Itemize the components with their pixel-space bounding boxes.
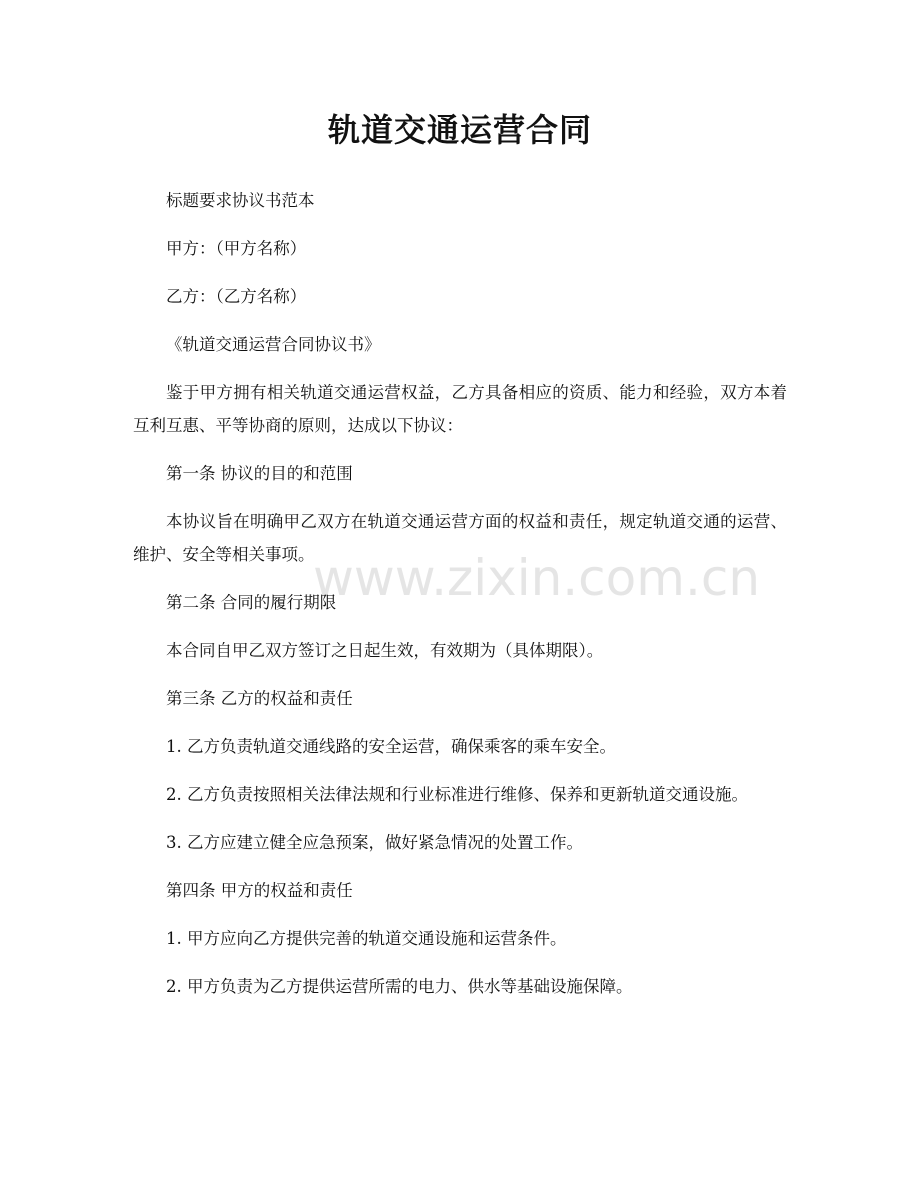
paragraph-subtitle: 标题要求协议书范本 <box>166 191 315 210</box>
article-3-heading: 第三条 乙方的权益和责任 <box>166 689 353 708</box>
document-title: 轨道交通运营合同 <box>327 111 592 149</box>
article-2-heading: 第二条 合同的履行期限 <box>166 593 337 612</box>
article-4-item-2: 2. 甲方负责为乙方提供运营所需的电力、供水等基础设施保障。 <box>166 977 633 996</box>
article-1-text: 本协议旨在明确甲乙双方在轨道交通运营方面的权益和责任，规定轨道交通的运营、维护、安全等相关事项。 <box>133 512 787 564</box>
document-body <box>133 184 787 1018</box>
article-2-text: 本合同自甲乙双方签订之日起生效，有效期为（具体期限）。 <box>166 641 604 660</box>
paragraph-party-a: 甲方：（甲方名称） <box>166 239 307 258</box>
article-3-item-3: 3. 乙方应建立健全应急预案，做好紧急情况的处置工作。 <box>166 833 583 852</box>
article-3-item-1: 1. 乙方负责轨道交通线路的安全运营，确保乘客的乘车安全。 <box>166 737 616 756</box>
watermark: www.zixin.com.cn <box>313 549 761 607</box>
article-1-heading: 第一条 协议的目的和范围 <box>166 464 353 483</box>
article-4-heading: 第四条 甲方的权益和责任 <box>166 881 353 900</box>
paragraph-party-b: 乙方：（乙方名称） <box>166 287 307 306</box>
paragraph-agreement-name: 《轨道交通运营合同协议书》 <box>166 335 381 354</box>
article-4-item-1: 1. 甲方应向乙方提供完善的轨道交通设施和运营条件。 <box>166 929 567 948</box>
article-3-item-2: 2. 乙方负责按照相关法律法规和行业标准进行维修、保养和更新轨道交通设施。 <box>166 785 748 804</box>
paragraph-preamble: 鉴于甲方拥有相关轨道交通运营权益，乙方具备相应的资质、能力和经验，双方本着互利互惠、平等协商的原则，达成以下协议： <box>133 383 787 435</box>
